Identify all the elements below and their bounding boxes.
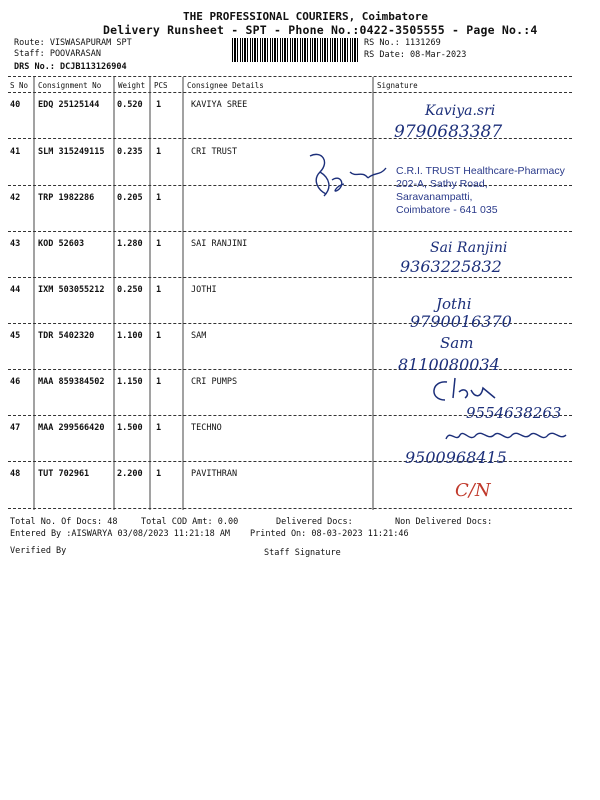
signature-name: Sai Ranjini	[430, 240, 508, 256]
col-sno: S No	[10, 81, 29, 90]
cn-mark: C/N	[455, 480, 491, 501]
stamp-line: C.R.I. TRUST Healthcare-Pharmacy	[396, 165, 565, 177]
signature-stroke	[310, 154, 386, 196]
stamp-line: Coimbatore - 641 035	[396, 204, 498, 216]
row-consignee: PAVITHRAN	[191, 469, 238, 479]
row-consignment: MAA 299566420	[38, 423, 105, 433]
row-sno: 47	[10, 423, 21, 433]
signature-name: Sam	[440, 334, 474, 352]
row-pcs: 1	[156, 331, 162, 341]
signature-phone: 9363225832	[400, 257, 502, 276]
row-weight: 2.200	[117, 469, 143, 479]
total-cod: Total COD Amt: 0.00	[141, 517, 239, 527]
printed-on: Printed On: 08-03-2023 11:21:46	[250, 529, 409, 539]
signature-scribble	[300, 150, 400, 210]
row-weight: 0.235	[117, 147, 143, 157]
company-title: THE PROFESSIONAL COURIERS, Coimbatore	[183, 10, 429, 23]
row-consignment: SLM 315249115	[38, 147, 105, 157]
row-consignment: EDQ 25125144	[38, 100, 100, 110]
row-consignee: KAVIYA SREE	[191, 100, 248, 110]
row-pcs: 1	[156, 100, 162, 110]
col-signature: Signature	[377, 81, 418, 90]
row-sno: 40	[10, 100, 21, 110]
col-pcs: PCS	[154, 81, 168, 90]
row-consignee: JOTHI	[191, 285, 217, 295]
row-consignee: CRI TRUST	[191, 147, 238, 157]
row-sno: 41	[10, 147, 21, 157]
row-consignment: TUT 702961	[38, 469, 90, 479]
row-weight: 1.150	[117, 377, 143, 387]
row-weight: 0.250	[117, 285, 143, 295]
rs-date: RS Date: 08-Mar-2023	[364, 50, 467, 60]
signature-scribble	[425, 374, 505, 408]
row-divider	[8, 231, 572, 232]
signature-stroke	[446, 433, 566, 439]
row-sno: 44	[10, 285, 21, 295]
row-sno: 46	[10, 377, 21, 387]
row-consignee: SAM	[191, 331, 207, 341]
row-consignee: CRI PUMPS	[191, 377, 238, 387]
row-pcs: 1	[156, 469, 162, 479]
verified-by: Verified By	[10, 546, 67, 556]
staff-signature: Staff Signature	[264, 548, 341, 558]
row-divider	[8, 277, 572, 278]
row-pcs: 1	[156, 423, 162, 433]
stamp-block	[396, 165, 565, 217]
row-weight: 1.280	[117, 239, 143, 249]
signature-phone: 8110080034	[398, 355, 500, 374]
row-consignee: SAI RANJINI	[191, 239, 248, 249]
staff-label: Staff: POOVARASAN	[14, 49, 101, 59]
row-pcs: 1	[156, 239, 162, 249]
signature-stroke	[434, 378, 495, 400]
rs-number: RS No.: 1131269	[364, 38, 441, 48]
row-pcs: 1	[156, 377, 162, 387]
row-divider	[8, 508, 572, 509]
row-weight: 1.100	[117, 331, 143, 341]
row-sno: 43	[10, 239, 21, 249]
row-consignment: IXM 503055212	[38, 285, 105, 295]
row-pcs: 1	[156, 285, 162, 295]
signature-phone: 9790016370	[410, 312, 512, 331]
col-weight: Weight	[118, 81, 146, 90]
row-sno: 48	[10, 469, 21, 479]
row-weight: 0.520	[117, 100, 143, 110]
row-weight: 1.500	[117, 423, 143, 433]
signature-phone: 9500968415	[405, 448, 507, 467]
stamp-line: Saravanampatti,	[396, 191, 473, 203]
row-pcs: 1	[156, 193, 162, 203]
stamp-line: 202-A, Sathy Road,	[396, 178, 488, 190]
col-consignee: Consignee Details	[187, 81, 264, 90]
row-pcs: 1	[156, 147, 162, 157]
non-delivered-docs: Non Delivered Docs:	[395, 517, 493, 527]
signature-phone: 9554638263	[466, 404, 562, 422]
row-consignee: TECHNO	[191, 423, 222, 433]
row-consignment: TRP 1982286	[38, 193, 95, 203]
entered-by: Entered By :AISWARYA 03/08/2023 11:21:18 AM	[10, 529, 231, 539]
row-sno: 45	[10, 331, 21, 341]
row-sno: 42	[10, 193, 21, 203]
row-consignment: MAA 859384502	[38, 377, 105, 387]
row-weight: 0.205	[117, 193, 143, 203]
signature-name: Kaviya.sri	[425, 103, 496, 119]
signature-scribble	[442, 425, 582, 449]
col-consignment: Consignment No	[38, 81, 102, 90]
drs-number: DRS No.: DCJB113126904	[14, 62, 127, 72]
delivered-docs: Delivered Docs:	[276, 517, 353, 527]
runsheet-title: Delivery Runsheet - SPT - Phone No.:0422-3505555 - Page No.:4	[103, 23, 538, 37]
route-label: Route: VISWASAPURAM SPT	[14, 38, 132, 48]
signature-name: Jothi	[436, 295, 472, 313]
row-consignment: TDR 5402320	[38, 331, 95, 341]
total-docs: Total No. Of Docs: 48	[10, 517, 118, 527]
row-consignment: KOD 52603	[38, 239, 85, 249]
signature-phone: 9790683387	[394, 122, 503, 142]
